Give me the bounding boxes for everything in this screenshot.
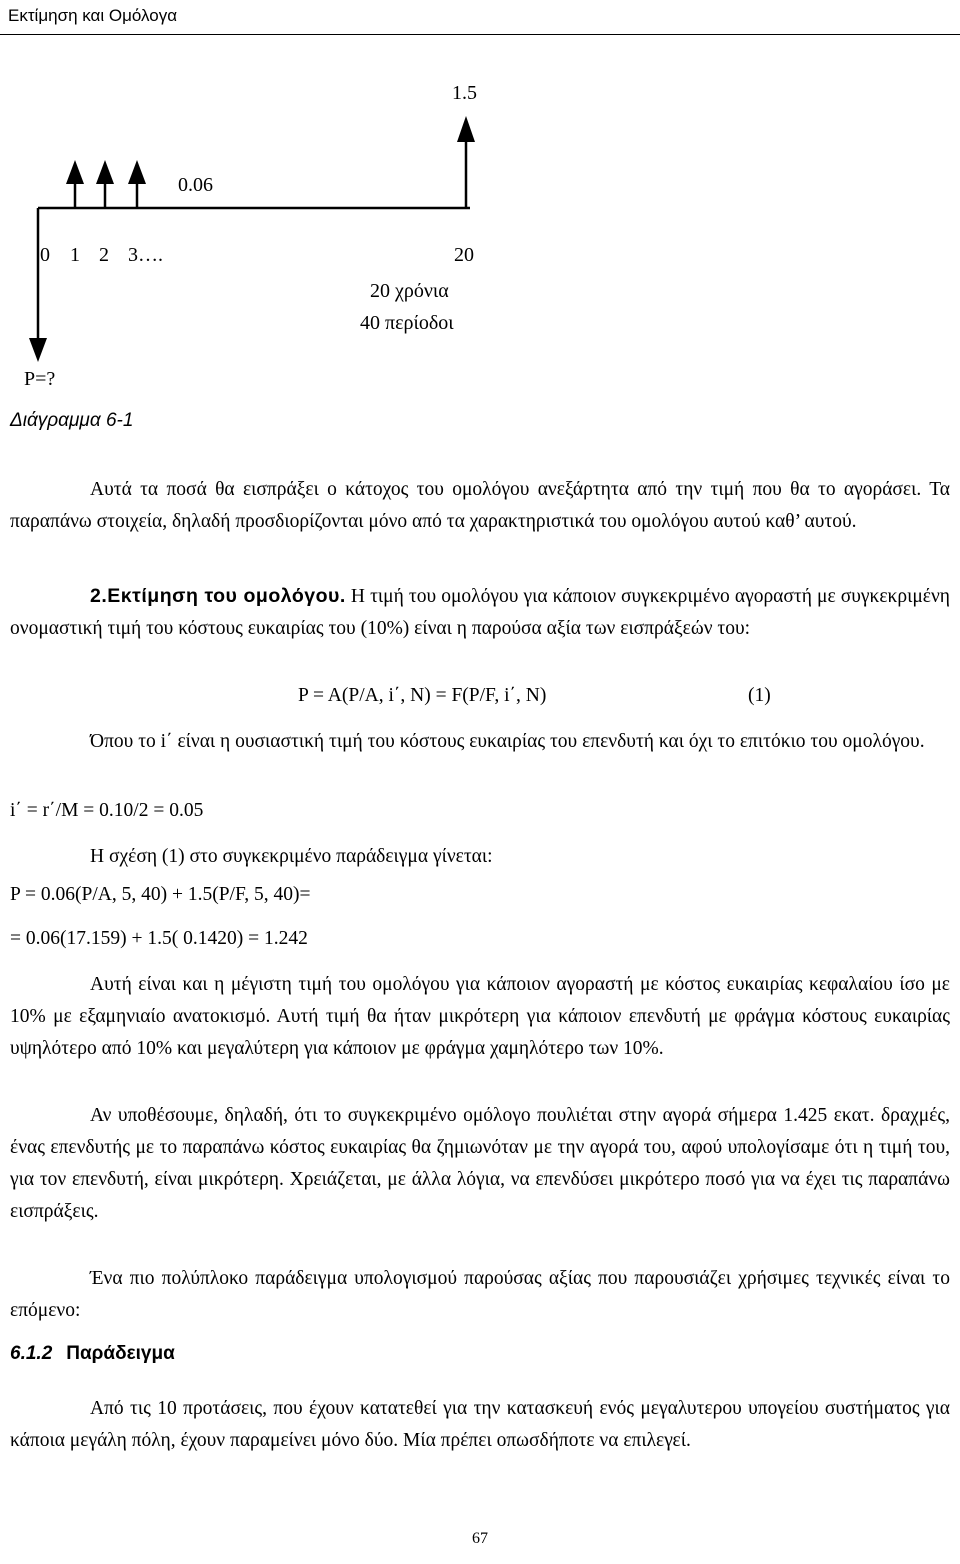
tick-label-0: 0	[40, 244, 50, 266]
section-heading-valuation: 2.Εκτίμηση του ομολόγου.	[90, 585, 346, 607]
page-number: 67	[472, 1530, 488, 1547]
section-title: Παράδειγμα	[66, 1343, 175, 1364]
equation-3: P = 0.06(P/A, 5, 40) + 1.5(P/F, 5, 40)=	[10, 884, 311, 905]
cash-flow-lines	[0, 40, 960, 410]
coupon-arrowhead-3	[128, 160, 146, 184]
equation-4: = 0.06(17.159) + 1.5( 0.1420) = 1.242	[10, 928, 308, 949]
face-value-arrowhead	[457, 116, 475, 142]
paragraph-4: Η σχέση (1) στο συγκεκριμένο παράδειγμα γίνεται:	[90, 846, 493, 867]
section-number: 6.1.2	[10, 1343, 53, 1364]
paragraph-6: Αν υποθέσουμε, δηλαδή, ότι το συγκεκριμένο ομόλογο πουλιέται στην αγορά σήμερα 1.425 εκατ. δραχμές, ένας επενδυτής με το παραπάνω κόστος ευκαιρίας θα ζημιωνόταν με την αγορά του, αφού υπολογίσαμε ότι η τιμή του, για τον επενδυτή, είναι μικρότερη. Χρειάζεται, με άλλα λόγια, να επενδύσει μικρότερο ποσό για να έχει τις παραπάνω εισπράξεις.	[10, 1105, 950, 1222]
face-value-label: 1.5	[452, 82, 477, 104]
tick-label-end: 20	[454, 244, 474, 266]
price-arrow-head	[29, 338, 47, 362]
diagram-caption: Διάγραμμα 6-1	[10, 410, 134, 431]
paragraph-8: Από τις 10 προτάσεις, που έχουν κατατεθεί για την κατασκευή ενός μεγαλυτερου υπογείου συστήματος για κάποια μεγάλη πόλη, έχουν παραμείνει μόνο δύο. Μία πρέπει οπωσδήποτε να επιλεγεί.	[10, 1398, 950, 1451]
cash-flow-diagram	[0, 40, 960, 410]
paragraph-1: Αυτά τα ποσά θα εισπράξει ο κάτοχος του ομολόγου ανεξάρτητα από την τιμή που θα το αγοράσει. Τα παραπάνω στοιχεία, δηλαδή προσδιορίζονται μόνο από τα χαρακτηριστικά του ομολόγου αυτού καθ’ αυτού.	[10, 479, 950, 532]
running-header	[0, 0, 960, 35]
header-title: Εκτίμηση και Ομόλογα	[8, 6, 178, 25]
paragraph-3: Όπου το i΄ είναι η ουσιαστική τιμή του κόστους ευκαιρίας του επενδυτή και όχι το επιτόκιο του ομολόγου.	[90, 731, 925, 752]
coupon-label: 0.06	[178, 174, 213, 196]
paragraph-2-body: Η τιμή του ομολόγου για κάποιον συγκεκριμένο αγοραστή με συγκεκριμένη ονομαστική τιμή του κόστους ευκαιρίας του (10%) είναι η παρούσα αξία των εισπράξεών του:	[10, 586, 950, 639]
paragraph-2	[10, 580, 950, 645]
tick-label-3: 3….	[128, 244, 163, 266]
equation-1: P = A(P/A, i΄, N) = F(P/F, i΄, N)	[298, 685, 547, 706]
paragraph-7: Ένα πιο πολύπλοκο παράδειγμα υπολογισμού παρούσας αξίας που παρουσιάζει χρήσιμες τεχνικές είναι το επόμενο:	[10, 1268, 950, 1321]
tick-label-1: 1	[70, 244, 80, 266]
coupon-arrowhead-1	[66, 160, 84, 184]
section-heading-example	[10, 1343, 175, 1365]
price-label: P=?	[24, 368, 56, 390]
years-label: 20 χρόνια	[370, 280, 449, 302]
equation-1-number: (1)	[748, 685, 771, 706]
coupon-arrowhead-2	[96, 160, 114, 184]
tick-label-2: 2	[99, 244, 109, 266]
periods-label: 40 περίοδοι	[360, 312, 454, 334]
equation-2: i΄ = r΄/M = 0.10/2 = 0.05	[10, 800, 204, 821]
paragraph-5: Αυτή είναι και η μέγιστη τιμή του ομολόγου για κάποιον αγοραστή με κόστος ευκαιρίας κεφαλαίου ίσο με 10% με εξαμηνιαίο ανατοκισμό. Αυτή τιμή θα ήταν μικρότερη για κάποιον επενδυτή με φράγμα κόστους ευκαιρίας υψηλότερο από 10% και μεγαλύτερη για κάποιον με φράγμα χαμηλότερο των 10%.	[10, 974, 950, 1059]
